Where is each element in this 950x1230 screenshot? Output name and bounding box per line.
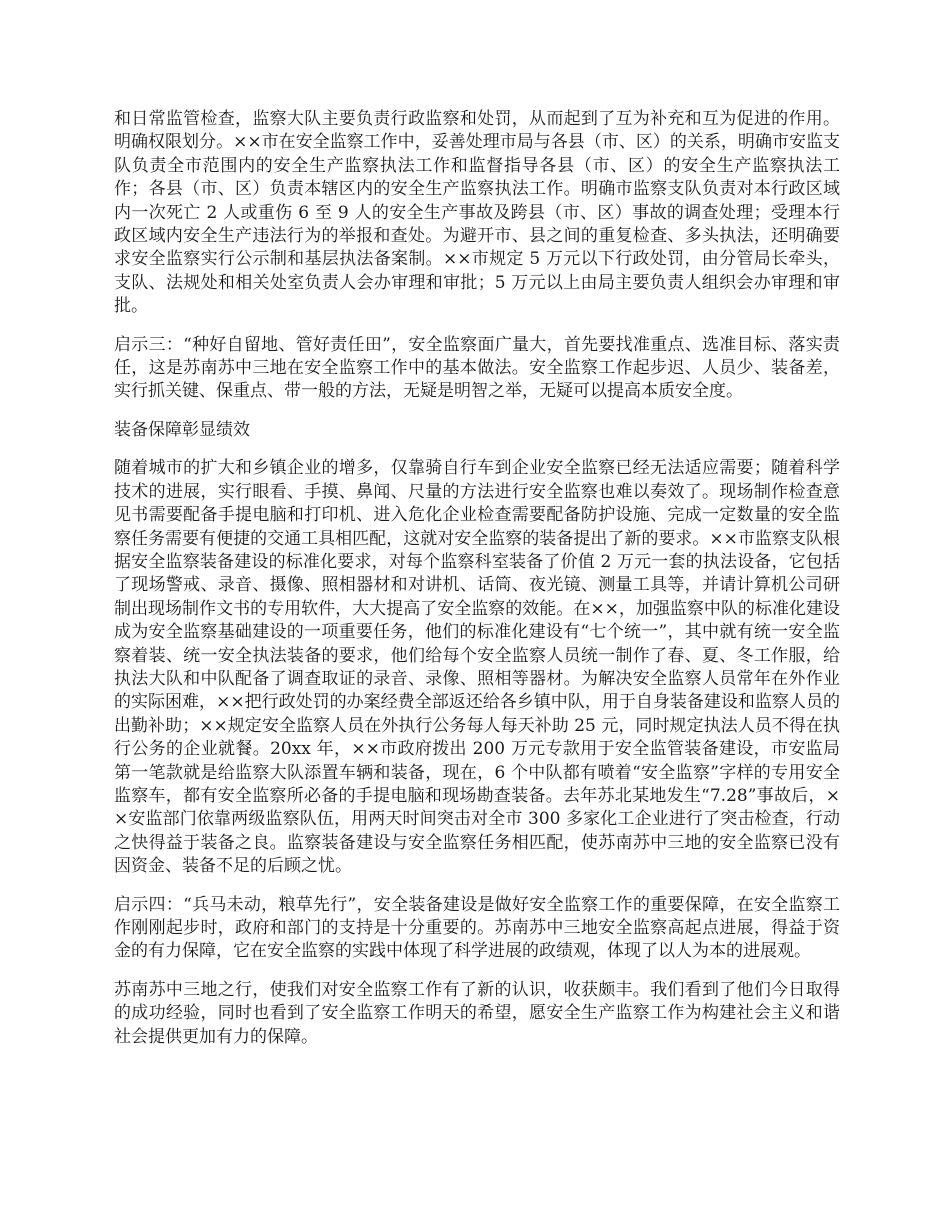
paragraph-conclusion: 苏南苏中三地之行，使我们对安全监察工作有了新的认识，收获颇丰。我们看到了他们今日取得的成功经验，同时也看到了安全监察工作明天的希望，愿安全生产监察工作为构建社会主义和谐社会提供更加有力的保障。: [114, 979, 840, 1047]
section-heading-equipment: 装备保障彰显绩效: [114, 419, 250, 440]
paragraph-equipment-support: 随着城市的扩大和乡镇企业的增多，仅靠骑自行车到企业安全监察已经无法适应需要；随着科学技术的进展，实行眼看、手摸、鼻闻、尺量的方法进行安全监察也难以奏效了。现场制作检查意见书需要配备手提电脑和打印机、进入危化企业检查需要配备防护设施、完成一定数量的安全监察任务需要有便捷的交通工具相匹配，这就对安全监察的装备提出了新的要求。××市监察支队根据安全监察装备建设的标准化要求，对每个监察科室装备了价值 2 万元一套的执法设备，它包括了现场警戒、录音、摄像、照相器材和对讲机、话筒、夜光镜、测量工具等，并请计算机公司研制出现场制作文书的专用软件，大大提高了安全监察的效能。在××，加强监察中队的标准化建设成为安全监察基础建设的一项重要任务，他们的标准化建设有“七个统一”，其中就有统一安全监察着装、统一安全执法装备的要求，他们给每个安全监察人员统一制作了春、夏、冬工作服，给执法大队和中队配备了调查取证的录音、录像、照相等器材。为解决安全监察人员常年在外作业的实际困难，××把行政处罚的办案经费全部返还给各乡镇中队，用于自身装备建设和监察人员的出勤补助；××规定安全监察人员在外执行公务每人每天补助 25 元，同时规定执法人员不得在执行公务的企业就餐。20xx 年，××市政府拨出 200 万元专款用于安全监管装备建设，市安监局第一笔款就是给监察大队添置车辆和装备，现在，6 个中队都有喷着“安全监察”字样的专用安全监察车，都有安全监察所必备的手提电脑和现场勘查装备。去年苏北某地发生“7.28”事故后，××安监部门依靠两级监察队伍，用两天时间突击对全市 300 多家化工企业进行了突击检查，行动之快得益于装备之良。监察装备建设与安全监察任务相匹配，使苏南苏中三地的安全监察已没有因资金、装备不足的后顾之忧。: [114, 458, 840, 877]
paragraph-insight-three: 启示三：“种好自留地、管好责任田”，安全监察面广量大，首先要找准重点、选准目标、落实责任，这是苏南苏中三地在安全监察工作中的基本做法。安全监察工作起步迟、人员少、装备差，实行抓关键、保重点、带一般的方法，无疑是明智之举，无疑可以提高本质安全度。: [114, 334, 840, 402]
paragraph-insight-four: 启示四：“兵马未动，粮草先行”，安全装备建设是做好安全监察工作的重要保障，在安全监察工作刚刚起步时，政府和部门的支持是十分重要的。苏南苏中三地安全监察高起点进展，得益于资金的有力保障，它在安全监察的实践中体现了科学进展的政绩观，体现了以人为本的进展观。: [114, 894, 840, 962]
paragraph-authority-division: 和日常监管检查，监察大队主要负责行政监察和处罚，从而起到了互为补充和互为促进的作用。明确权限划分。××市在安全监察工作中，妥善处理市局与各县（市、区）的关系，明确市安监支队负责全市范围内的安全生产监察执法工作和监督指导各县（市、区）的安全生产监察执法工作；各县（市、区）负责本辖区内的安全生产监察执法工作。明确市监察支队负责对本行政区域内一次死亡 2 人或重伤 6 至 9 人的安全生产事故及跨县（市、区）事故的调查处理；受理本行政区域内安全生产违法行为的举报和查处。为避开市、县之间的重复检查、多头执法，还明确要求安全监察实行公示制和基层执法备案制。××市规定 5 万元以下行政处罚，由分管局长牵头，支队、法规处和相关处室负责人会办审理和审批；5 万元以上由局主要负责人组织会办审理和审批。: [114, 109, 840, 317]
document-body: [114, 108, 840, 1049]
